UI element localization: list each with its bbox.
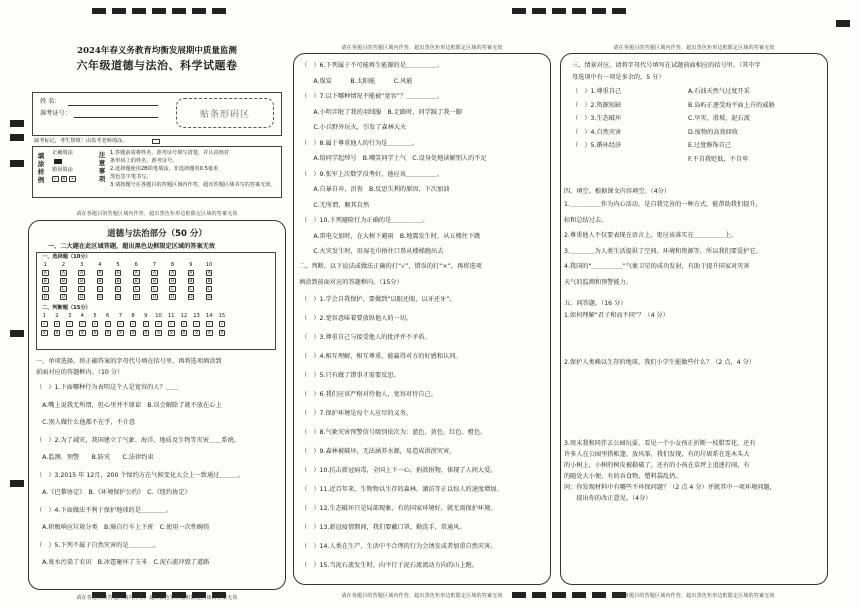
answer-bubble[interactable]: A xyxy=(171,271,175,276)
question-line: A.自暴自弃，沮丧 B.反思失利的原因，下次加油 xyxy=(301,186,450,193)
judge-line: （ ）13.新冠疫情期间，我们要戴口罩，勤洗手，常通风。 xyxy=(301,524,466,531)
judge-line: （ ）11.近百年来，生物物以生存的森林，湖泊等正以惊人的速度增加。 xyxy=(301,486,503,493)
match-title: 三、情景对应。请将字母代号填写在试题前面相应的括号里。（其中字 xyxy=(572,62,761,69)
question-number: 7 xyxy=(118,313,123,319)
answer-bubble[interactable]: B xyxy=(116,279,120,284)
barcode-area: 贴条形码区 xyxy=(176,98,274,128)
answer-bubble[interactable]: B xyxy=(43,279,47,284)
question-number: 9 xyxy=(144,313,148,319)
answer-bubble[interactable]: A xyxy=(152,271,156,276)
answer-bubble[interactable]: B xyxy=(98,279,102,284)
answer-bubble[interactable]: D xyxy=(79,295,84,300)
column-1 xyxy=(28,38,286,601)
question-line: （ ）3.2015 年 12月，200 个缔约方在气候变化大会上一致通过＿＿＿。 xyxy=(36,471,245,479)
judge-line: （ ）3.尊重自己与接受他人的批评并不矛盾。 xyxy=(301,334,431,341)
judge-false-bubble[interactable]: ✕ xyxy=(55,331,59,336)
judge-false-bubble[interactable]: ✕ xyxy=(156,331,161,336)
note-1b: 条形码上的姓名、准考证号。 xyxy=(110,158,178,164)
absent-checkbox[interactable] xyxy=(152,139,160,144)
question-number: 12 xyxy=(180,313,188,319)
answer-bubble[interactable]: B xyxy=(189,279,193,284)
fill-line: 4.我国的“＿＿＿＿＿”气象卫星的成功发射，有助于提升国家对灾害 xyxy=(564,263,750,270)
judge-true-bubble[interactable]: ✓ xyxy=(144,322,148,327)
qa3-line: 3.周末我和同伴去公园玩耍，看见一个小女孩正折断一枝腊雪花，还有 xyxy=(564,440,756,447)
question-number: 15 xyxy=(218,313,226,319)
match-right-item: E.过度修饰自己 xyxy=(688,142,732,149)
answer-notice: 请在各题目的答题区域内作答，超出黑色矩形边框限定区域的答案无效 xyxy=(76,211,238,217)
judge-false-bubble[interactable]: ✕ xyxy=(105,331,110,336)
question-number: 1 xyxy=(42,313,46,319)
question-line: （ ）9.张军上次数学没考好，他应该＿＿＿＿＿。 xyxy=(301,170,444,178)
qa3-line: 的随处大小便，有的吞食物，塑料袋乱扔。 xyxy=(564,473,682,480)
name-label: 姓 名： xyxy=(40,98,61,105)
question-line: A.积极响应垃圾分类 B.骑自行车上下班 C.使用一次性碗筷 xyxy=(36,524,210,531)
question-number: 3 xyxy=(79,262,84,268)
side-mark xyxy=(10,480,24,487)
match-right-item: A.石油天然气过度开采 xyxy=(688,88,750,95)
answer-notice-top-3: 请在各题目的答题区域内作答，超出黑色矩形边框限定区域的答案无效 xyxy=(613,45,775,51)
question-number: 11 xyxy=(167,313,175,319)
answer-bubble[interactable]: A xyxy=(80,271,84,276)
question-number: 6 xyxy=(106,313,110,319)
match-left-item: （ ）2.资源短缺 xyxy=(572,101,622,109)
answer-bubble[interactable]: C xyxy=(171,287,175,292)
answer-bubble[interactable]: C xyxy=(98,287,102,292)
side-mark xyxy=(10,330,24,337)
answer-bubble[interactable]: D xyxy=(98,295,102,300)
id-label: 准考证号： xyxy=(40,110,71,117)
question-line: A.《巴黎协定》 B.《环境保护公约》 C.《纽约协定》 xyxy=(36,489,191,496)
fill-sample-label: 填涂样例 xyxy=(37,152,45,184)
top-registration-marks xyxy=(92,8,226,14)
question-number: 13 xyxy=(193,313,200,319)
correct-fill-sample xyxy=(54,159,62,164)
judge-true-bubble[interactable]: ✓ xyxy=(169,322,174,327)
judge-false-bubble[interactable]: ✕ xyxy=(42,331,47,336)
question-line: （ ）2.为了减灾，我国建立了气象、海洋、地质及生物等灾害＿＿系统。 xyxy=(36,436,240,444)
judge-true-bubble[interactable]: ✓ xyxy=(118,322,123,327)
single-choice-title: 一、单项选择。将正确答案的字母代号填在括号里，再将选项填涂到 xyxy=(36,358,222,365)
judge-title: 二、判断。以下说法或做法正确的打“√”，错误的打“×”，再将选项 xyxy=(299,263,482,270)
judge-line: （ ）5.只有做了错事才需要反思。 xyxy=(301,372,400,379)
question-number: 10 xyxy=(205,262,213,268)
question-line: A.雷电交加时，在大树下避雨 B.地震发生时，从五楼往下跳 xyxy=(301,232,481,240)
judge-line: （ ）2.宽容意味着要放纵他人的一切。 xyxy=(301,315,413,322)
choice-label: 一、选择题（10分） xyxy=(42,254,91,260)
question-line: （ ）10.下列避险行为正确的是＿＿＿＿＿。 xyxy=(301,217,429,224)
question-number: 4 xyxy=(98,262,102,268)
question-number: 1 xyxy=(43,262,47,268)
question-line: （ ）6.下列属于不可能再生能源的是＿＿＿＿＿。 xyxy=(301,62,444,69)
answer-notice-bottom-3: 请在各题目的答题区域内作答，超出黑色矩形边框限定区域的答案无效 xyxy=(613,593,775,599)
question-number: 10 xyxy=(155,313,162,319)
answer-bubble[interactable]: D xyxy=(152,295,157,300)
question-number: 6 xyxy=(134,262,138,268)
question-number: 5 xyxy=(93,313,97,319)
answer-bubble[interactable]: C xyxy=(152,287,156,292)
judge-false-bubble[interactable]: ✕ xyxy=(131,331,135,336)
fill-title: 四、填空。根据课文内容填空。（4分） xyxy=(564,188,671,195)
question-number: 3 xyxy=(67,313,72,319)
question-number: 5 xyxy=(116,262,120,268)
paper-title: 六年级道德与法治、科学试题卷 xyxy=(76,59,238,72)
fill-line: 1.＿＿＿＿＿作为内心活动，是自我完善的一种方式，能帮助我们提升， xyxy=(564,201,762,208)
judge-true-bubble[interactable]: ✓ xyxy=(220,322,224,327)
fill-line: 3.＿＿＿＿为人类生活提供了空间、环境和资源等，所以我们要爱护它。 xyxy=(564,247,762,255)
answer-bubble[interactable]: A xyxy=(189,271,193,276)
answer-bubble[interactable]: D xyxy=(116,295,120,300)
id-field[interactable] xyxy=(74,117,158,118)
choice-numbers xyxy=(42,262,212,268)
question-line: A.给同学起绰号 B.嘲笑同学土气 C.设身处地读解别人的不足 xyxy=(301,155,487,162)
answer-bubble[interactable]: D xyxy=(134,295,138,300)
question-line: C.火灾发生时，用湿毛巾捂住口鼻从楼梯跑出去 xyxy=(301,248,444,255)
column-3 xyxy=(560,38,828,599)
judge-false-bubble[interactable]: ✕ xyxy=(220,331,224,336)
question-number: 8 xyxy=(131,313,135,319)
fill-line: 天气的监测和预警能力。 xyxy=(564,278,633,286)
question-line: C.别人做什么他都不在乎，不介意 xyxy=(36,419,136,426)
top-registration-marks-right xyxy=(512,8,626,14)
match-sub: 母选项中有一项是多余的，5 分） xyxy=(572,74,665,81)
fill-line: 标和总结过去。 xyxy=(564,216,608,224)
answer-bubble[interactable]: A xyxy=(207,271,211,276)
answer-bubble[interactable]: D xyxy=(170,295,175,300)
judge-false-bubble[interactable]: ✕ xyxy=(169,331,174,336)
answer-bubble[interactable]: C xyxy=(189,287,193,292)
question-line: A.煤炭 B.太阳能 C.风能 xyxy=(301,77,413,85)
answer-bubble[interactable]: D xyxy=(189,295,193,300)
answer-bubble[interactable]: B xyxy=(207,279,211,284)
answer-bubble[interactable]: C xyxy=(80,287,84,292)
answer-bubble[interactable]: D xyxy=(61,295,66,300)
judge-line: （ ）6.我们应该严格对待他人，宽容对待自己。 xyxy=(301,391,437,398)
absent-note: 缺考标记，考生禁填！由监考老师填涂。 xyxy=(34,138,128,144)
question-line: （ ）8.属于尊重他人的行为是＿＿＿＿。 xyxy=(301,139,419,147)
answer-bubble[interactable]: B xyxy=(61,279,65,284)
qa3-line: 的小树上，小树的树皮被勒破了，还有的小孩在草坪上追逐打闹，有 xyxy=(564,462,750,469)
answer-bubble[interactable]: D xyxy=(207,295,211,300)
answer-bubble[interactable]: C xyxy=(61,287,65,292)
match-left-item: （ ）4.自然灾害 xyxy=(572,128,622,136)
judge-line: （ ）7.保护环境是每个人应尽的义务。 xyxy=(301,410,413,417)
judge-line: （ ）8.气象灾害预警信号级别依次为：蓝色、黄色、红色、橙色。 xyxy=(301,429,487,436)
judge-line: （ ）10.抗击新冠病毒，全国上下一心，捐款捐物，体现了人间大爱。 xyxy=(301,467,497,474)
question-line: A.小明弄脏了我的羽绒服 B.走路时，同学踩了我一脚 xyxy=(301,108,462,116)
question-line: （ ）7.以下哪种情况不能被“宽容”？＿＿＿＿＿。 xyxy=(301,93,444,100)
judge-false-bubble[interactable]: ✕ xyxy=(93,331,97,336)
question-number: 7 xyxy=(152,262,157,268)
question-line: （ ）1.下面哪种行为表明这个人是宽容的人？＿＿ xyxy=(36,384,179,391)
note-2b: 黑色签字笔书写。 xyxy=(110,174,152,180)
answer-notice-bottom: 请在各题目的答题区域内作答，超出黑色矩形边框限定区域的答案无效 xyxy=(76,595,238,601)
judge-true-bubble[interactable]: ✓ xyxy=(67,322,72,327)
judge-true-bubble[interactable]: ✓ xyxy=(207,322,212,327)
answer-bubble[interactable]: D xyxy=(43,295,47,300)
answer-bubble[interactable]: A xyxy=(98,271,102,276)
attention-label: 注意事项 xyxy=(98,151,106,183)
question-line: （ ）4.下面做法不利于保护地球的是＿＿＿＿。 xyxy=(36,506,172,514)
judge-line: （ ）1.学会自我保护，要做到“以眼还眼，以牙还牙”。 xyxy=(301,296,456,303)
side-mark xyxy=(836,20,850,27)
note-2: 2.选择题使用2B铅笔填涂，非选择题用0.5毫米 xyxy=(110,166,219,172)
answer-bubble[interactable]: C xyxy=(134,287,138,292)
match-right-item: D.废物的高效回收 xyxy=(688,128,739,136)
answer-notice-top: 请在各题目的答题区域内作答，超出黑色矩形边框限定区域的答案无效 xyxy=(341,45,503,51)
answer-bubble[interactable]: B xyxy=(80,279,84,284)
match-right-item: C.旱灾、滑坡、泥石流 xyxy=(688,115,750,122)
judge-true-bubble[interactable]: ✓ xyxy=(194,322,199,327)
judge-false-bubble[interactable]: ✕ xyxy=(182,331,186,336)
answer-notice-bottom-2: 请在各题目的答题区域内作答，超出黑色矩形边框限定区域的答案无效 xyxy=(341,593,503,599)
answer-bubble[interactable]: A xyxy=(116,271,120,276)
judge-false-bubble[interactable]: ✕ xyxy=(144,331,148,336)
answer-bubble[interactable]: B xyxy=(134,279,138,284)
judge-true-bubble[interactable]: ✓ xyxy=(131,322,135,327)
judge-true-bubble[interactable]: ✓ xyxy=(182,322,186,327)
match-right-item: F.不自我贬低，不自卑 xyxy=(688,155,749,163)
question-line: A.监测、预警 B.防灾 C.法律约束 xyxy=(36,454,154,461)
question-number: 14 xyxy=(205,313,213,319)
answer-bubble[interactable]: A xyxy=(134,271,138,276)
judge-true-bubble[interactable]: ✓ xyxy=(156,322,161,327)
judge-false-bubble[interactable]: ✕ xyxy=(80,331,85,336)
qa-title: 五、问答题。（16 分） xyxy=(564,300,627,307)
match-right-item: B.岛屿正逐受海平面上升的威胁 xyxy=(688,101,775,109)
answer-bubble[interactable]: A xyxy=(61,271,65,276)
judge-numbers xyxy=(41,313,225,319)
morality-section-title: 道德与法治部分（50 分） xyxy=(107,229,207,239)
match-left-item: （ ）3.生态破坏 xyxy=(572,115,622,122)
question-number: 2 xyxy=(55,313,59,319)
note-3: 3.请按题号在各题目的答题区域内作答，超出答题区域书写的答案无效。 xyxy=(110,182,276,188)
question-line: A.废水污染了农田 B.冰雹砸坏了玉米 C.泥石流冲毁了道路 xyxy=(36,559,210,566)
answer-bubble[interactable]: B xyxy=(171,279,175,284)
judge-false-bubble[interactable]: ✕ xyxy=(194,331,199,336)
question-number: 8 xyxy=(170,262,175,268)
qa-question-1: 1.如何理解“君子和而不同”？（4 分） xyxy=(564,312,669,319)
side-mark xyxy=(10,120,24,127)
judge-line: （ ）9.森林被破坏，无法涵养水源，易造成洪涝灾害。 xyxy=(301,448,456,455)
judge-true-bubble[interactable]: ✓ xyxy=(80,322,85,327)
judge-false-bubble[interactable]: ✕ xyxy=(207,331,212,336)
judge-sub: 填涂到前面对应的答题框内。（15分） xyxy=(299,279,403,286)
question-line: （ ）5.下列不属于自然灾害的是＿＿＿＿。 xyxy=(36,541,160,549)
correct-fill-label: 正确填涂 xyxy=(52,150,73,156)
qa3-line: 提出你的改正意见。（4分） xyxy=(564,495,652,502)
answer-bubble[interactable]: B xyxy=(152,279,156,284)
question-number: 2 xyxy=(61,262,66,268)
judge-line: （ ）14.人类在生产、生活中不合理的行为会诱发或者加重自然灾害。 xyxy=(301,543,497,550)
qa3-line: 许多人在公园里搭帐篷，放风筝，我们发现，有的垃圾系在连木头大 xyxy=(564,451,750,458)
question-line: C.小兵野外玩火，引发了森林大火 xyxy=(301,124,407,131)
judge-line: （ ）15.当泥石流发生时，向平行于泥石流流动方向的山上跑。 xyxy=(301,562,478,569)
judge-line: （ ）12.生态破坏只是局部现象，有的国家环境好，就无需保护环境。 xyxy=(301,505,497,512)
side-mark xyxy=(10,160,24,167)
judge-false-bubble[interactable]: ✕ xyxy=(118,331,123,336)
side-mark xyxy=(10,134,24,141)
wrong-fill-label: 错误填涂 xyxy=(52,167,73,173)
question-number: 4 xyxy=(80,313,84,319)
judge-true-bubble[interactable]: ✓ xyxy=(42,322,47,327)
match-left-item: （ ）1.尊重自己 xyxy=(572,88,622,95)
judge-line: （ ）4.相互理解，相互尊重，能赢得对方的好感和认同。 xyxy=(301,353,462,360)
name-field[interactable] xyxy=(68,105,158,106)
fill-line: 2.尊重他人不仅要表现在语言上，更应该落实在＿＿＿＿＿上。 xyxy=(564,232,737,239)
qa3-line: 问：你发现材料中有哪些不环保问题？（2 点 4 分）并就其中一项环境问题， xyxy=(564,484,776,491)
question-line: C.无所谓，顺其自然 xyxy=(301,201,370,209)
answer-bubble[interactable]: A xyxy=(43,271,47,276)
qa-question-2: 2.保护人类赖以生存的地球，我们小学生能做些什么？（2 点，4 分） xyxy=(564,359,755,366)
judge-label: 二、判断题（15分） xyxy=(42,305,91,311)
match-left-item: （ ）5.循环经济 xyxy=(572,142,622,149)
answer-bubble[interactable]: C xyxy=(207,287,211,292)
judge-false-bubble[interactable]: ✕ xyxy=(67,331,72,336)
single-choice-sub: 前面对应的答题框内。（10 分） xyxy=(36,369,124,376)
wrong-fill-samples: ✓ ✕ • xyxy=(53,177,74,182)
column-2 xyxy=(293,38,551,599)
judge-true-bubble[interactable]: ✓ xyxy=(105,322,110,327)
judge-true-bubble[interactable]: ✓ xyxy=(55,322,59,327)
question-line: A.嘴上说我无所谓，但心里并不原谅 B.误会解除了就不放在心上 xyxy=(36,401,222,409)
note-1: 1.答题前请将姓名、准考证号填写清楚，并认真核对 xyxy=(110,150,230,156)
exam-title: 2024年春义务教育均衡发展期中质量监测 xyxy=(77,46,237,56)
answer-bubble[interactable]: C xyxy=(43,287,47,292)
part1-title: 一、二大题在此区域答题，超出黑色边框限定区域的答案无效 xyxy=(48,243,216,250)
answer-bubble[interactable]: C xyxy=(116,287,120,292)
judge-true-bubble[interactable]: ✓ xyxy=(93,322,97,327)
question-number: 9 xyxy=(189,262,193,268)
